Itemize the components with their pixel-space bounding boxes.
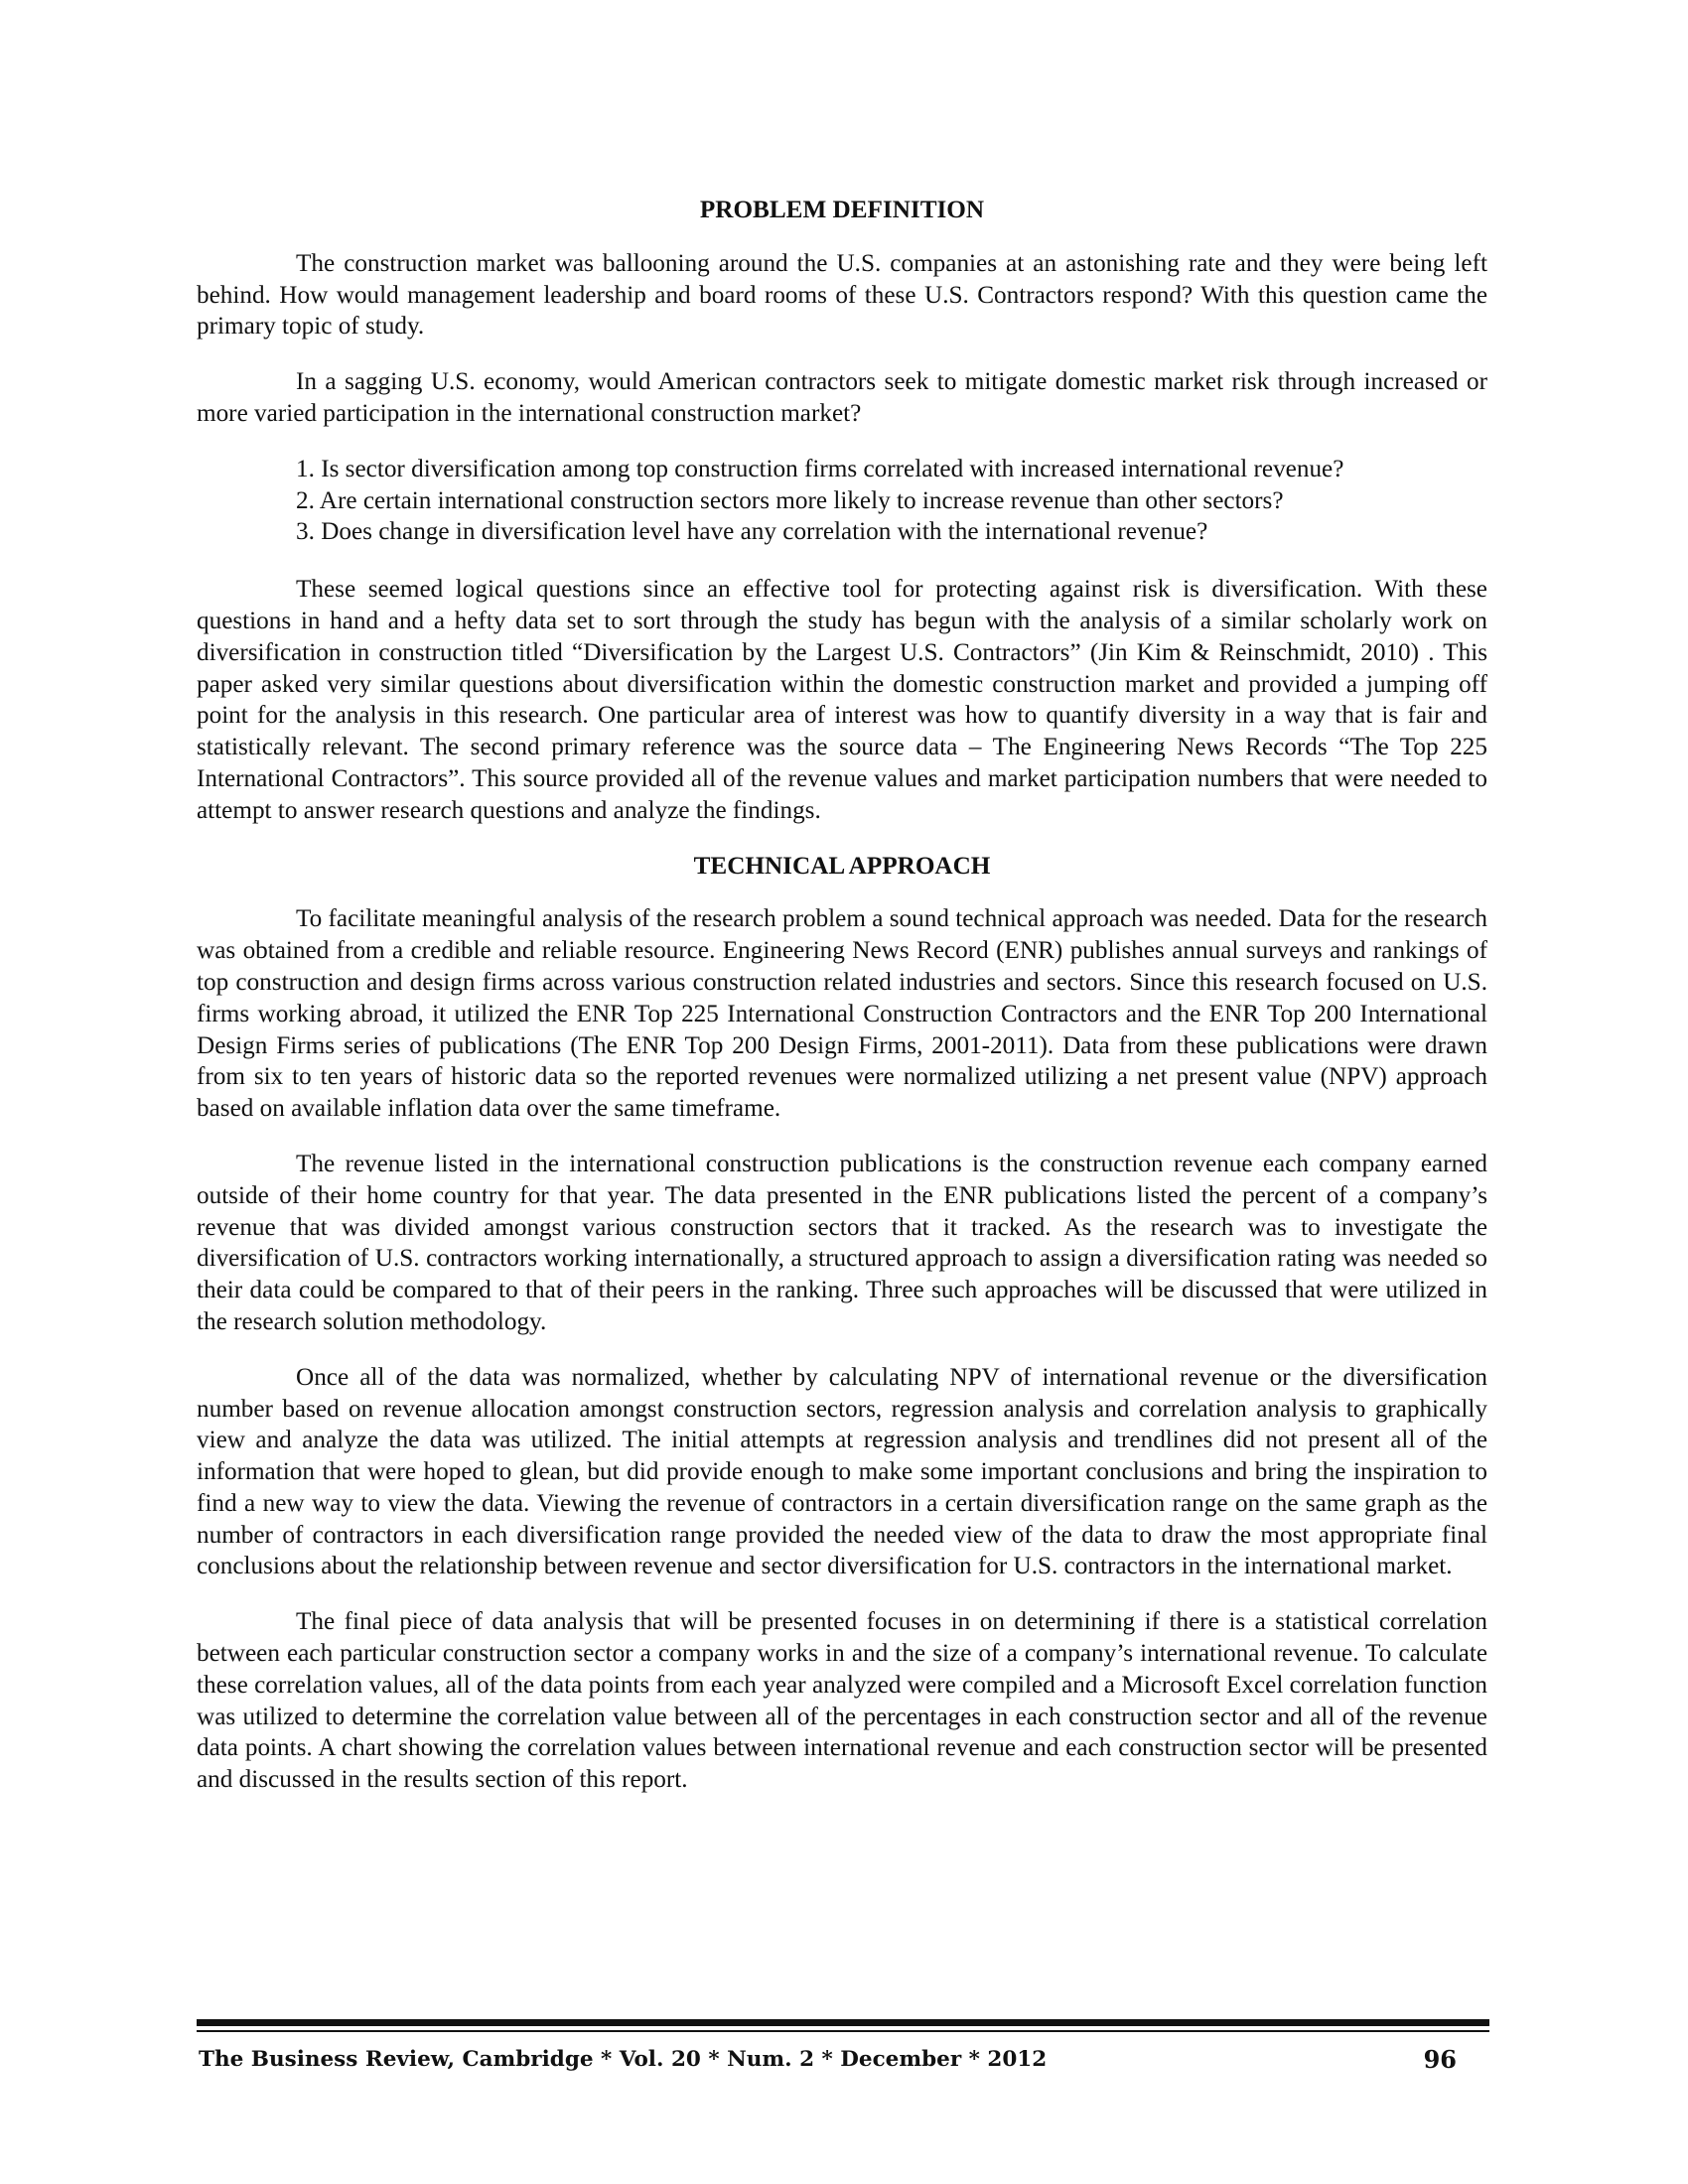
research-questions-list bbox=[197, 454, 1487, 548]
paragraph: The final piece of data analysis that will be presented focuses in on determining if there is a statistical correlation between each particular construction sector a company works in and the size of a company’s international revenue. To calculate these correlation values, all of the data points from each year analyzed were compiled and a Microsoft Excel correlation function was utilized to determine the correlation value between all of the percentages in each construction sector and all of the revenue data points. A chart showing the correlation values between international revenue and each construction sector will be presented and discussed in the results section of this report. bbox=[197, 1608, 1487, 1794]
section-heading: TECHNICAL APPROACH bbox=[693, 852, 991, 880]
technical-approach-section bbox=[197, 851, 1487, 1797]
footer-rule bbox=[197, 2019, 1489, 2026]
page-footer bbox=[199, 2041, 1462, 2077]
page-body bbox=[197, 195, 1487, 1820]
footer-rule bbox=[197, 2030, 1489, 2032]
section-heading: PROBLEM DEFINITION bbox=[699, 197, 985, 223]
paragraph: These seemed logical questions since an effective tool for protecting against risk is diversification. With these questions in hand and a hefty data set to sort through the study has begun with the analysis of a similar scholarly work on diversification in construction titled “Diversification by the Largest U.S. Contractors” (Jin Kim & Reinschmidt, 2010) . This paper asked very similar questions about diversification within the domestic construction market and provided a jumping off point for the analysis in this research. One particular area of interest was how to quantify diversity in a way that is fair and statistically relevant. The second primary reference was the source data – The Engineering News Records “The Top 225 International Contractors”. This source provided all of the revenue values and market participation numbers that were needed to attempt to answer research questions and analyze the findings. bbox=[197, 576, 1487, 824]
paragraph: The construction market was ballooning around the U.S. companies at an astonishing rate and they were being left behind. How would management leadership and board rooms of these U.S. Contractors respond? With this question came the primary topic of study. bbox=[197, 249, 1487, 341]
page-number: 96 bbox=[1423, 2044, 1457, 2074]
research-question: 3. Does change in diversification level have any correlation with the international revenue? bbox=[296, 518, 1208, 546]
paragraph: The revenue listed in the international construction publications is the construction revenue each company earned outside of their home country for that year. The data presented in the ENR publications listed the percent of a company’s revenue that was divided amongst various construction sectors that it tracked. As the research was to investigate the diversification of U.S. contractors working internationally, a structured approach to assign a diversification rating was needed so their data could be compared to that of their peers in the ranking. Three such approaches will be discussed that were utilized in the research solution methodology. bbox=[197, 1150, 1487, 1335]
paragraph: In a sagging U.S. economy, would American contractors seek to mitigate domestic market risk through increased or more varied participation in the international construction market? bbox=[197, 368, 1487, 427]
paragraph: To facilitate meaningful analysis of the research problem a sound technical approach was needed. Data for the research was obtained from a credible and reliable resource. Engineering News Record (ENR) publishes annual surveys and rankings of top construction and design firms across various construction related industries and sectors. Since this research focused on U.S. firms working abroad, it utilized the ENR Top 225 International Construction Contractors and the ENR Top 200 International Design Firms series of publications (The ENR Top 200 Design Firms, 2001-2011). Data from these publications were drawn from six to ten years of historic data so the reported revenues were normalized utilizing a net present value (NPV) approach based on available inflation data over the same timeframe. bbox=[197, 905, 1487, 1123]
problem-definition-section bbox=[197, 195, 1487, 827]
journal-citation: The Business Review, Cambridge * Vol. 20 * Num. 2 * December * 2012 bbox=[199, 2046, 1048, 2072]
research-question: 1. Is sector diversification among top construction firms correlated with increased international revenue? bbox=[296, 455, 1344, 482]
paragraph: Once all of the data was normalized, whether by calculating NPV of international revenue or the diversification number based on revenue allocation amongst construction sectors, regression analysis and correlation analysis to graphically view and analyze the data was utilized. The initial attempts at regression analysis and trendlines did not present all of the information that were hoped to glean, but did provide enough to make some important conclusions and bring the inspiration to find a new way to view the data. Viewing the revenue of contractors in a certain diversification range on the same graph as the number of contractors in each diversification range provided the needed view of the data to draw the most appropriate final conclusions about the relationship between revenue and sector diversification for U.S. contractors in the international market. bbox=[197, 1363, 1487, 1580]
research-question: 2. Are certain international construction sectors more likely to increase revenue than other sectors? bbox=[296, 486, 1284, 514]
